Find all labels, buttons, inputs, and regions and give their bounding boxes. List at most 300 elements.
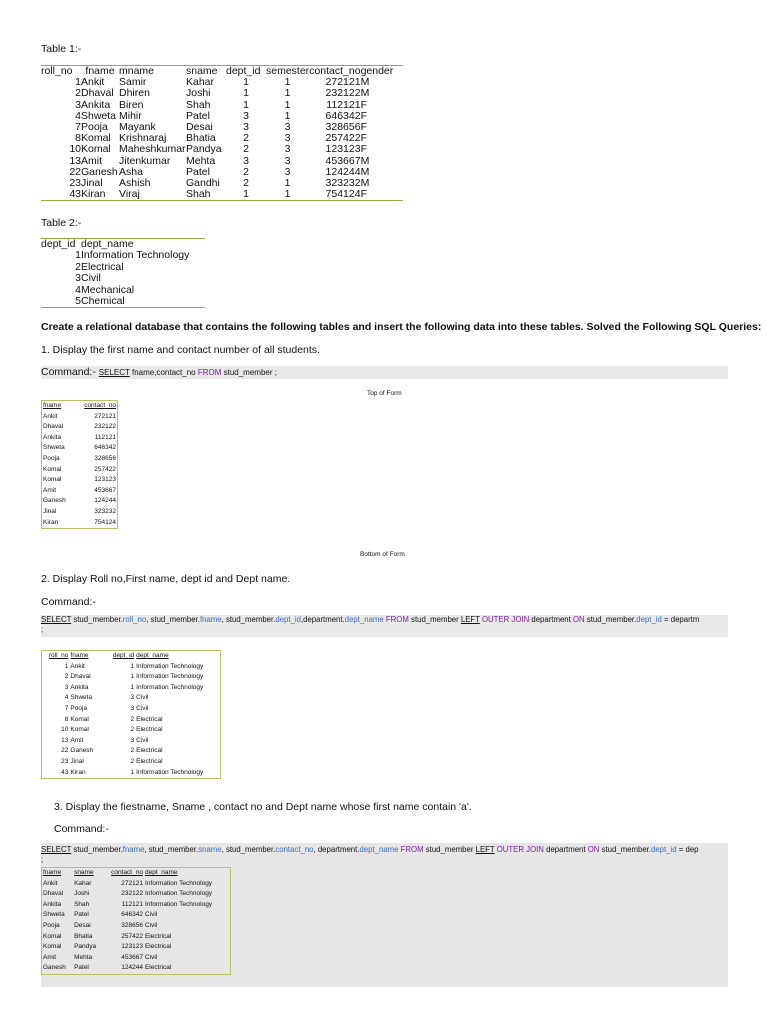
table-cell: Patel [74, 911, 89, 919]
table-row [42, 496, 118, 507]
table-cell: 2 [64, 673, 69, 681]
table-row [42, 768, 221, 779]
table-cell: 22 [69, 165, 81, 178]
header-row [42, 651, 221, 662]
table-cell: Shweta [43, 911, 65, 919]
table-cell: 453667 [121, 953, 143, 961]
q2-sql-bar [41, 615, 728, 637]
table-cell: 8 [64, 715, 69, 723]
table-cell: 1 [64, 662, 69, 670]
table-cell: 112121 [326, 98, 361, 111]
q1-result-table [41, 400, 118, 529]
table-cell: 232122 [325, 87, 361, 100]
table-cell: Electrical [144, 943, 172, 951]
table-cell: 2 [243, 132, 249, 145]
table-cell: Information Technology [144, 900, 213, 908]
table-cell: 124244 [94, 497, 116, 505]
table-cell: 328656 [325, 121, 361, 134]
table-cell: 3 [243, 121, 249, 134]
table-cell: 23 [69, 177, 81, 190]
sql-text: department [529, 615, 573, 624]
table-cell: 323232 [325, 177, 361, 190]
table-cell: 1 [75, 249, 81, 262]
table-cell: Information Technology [136, 673, 204, 681]
table-cell: Electrical [144, 964, 172, 972]
table-cell: Komal [43, 476, 62, 484]
table-cell: Information Technology [136, 683, 204, 691]
table-cell: 1 [243, 76, 249, 89]
table-cell: 257422 [121, 932, 143, 940]
q1-command-label: Command:- [41, 366, 96, 378]
table-row [42, 889, 231, 900]
table-row [41, 262, 205, 273]
sql-field: contact_no [275, 845, 314, 854]
table-cell: Patel [186, 165, 210, 178]
table-cell: 4 [64, 694, 69, 702]
table-cell: M [360, 76, 370, 89]
table-cell: Ankita [43, 900, 62, 908]
table-cell: F [360, 98, 367, 111]
table-cell: 257422 [325, 132, 361, 145]
table-row [41, 296, 205, 308]
table-cell: Mihir [119, 109, 142, 122]
instruction-text: Create a relational database that contains the following tables and insert the following data into these tables. Solved the Following SQL Queries: [41, 321, 762, 333]
table-cell: 272121 [94, 412, 116, 420]
column-header: fname [43, 402, 62, 409]
table-cell: Pandya [74, 943, 97, 951]
column-header: roll_no [48, 652, 69, 659]
sql-field: dept_id [636, 615, 662, 624]
table-row [42, 475, 118, 486]
table-cell: Kiran [70, 768, 86, 776]
column-header: gender [360, 65, 394, 77]
table-cell: Desai [74, 921, 91, 929]
sql-text: stud_member. [71, 845, 123, 854]
table-row [42, 746, 221, 757]
table-cell: 4 [75, 109, 81, 122]
table-cell: Kahar [74, 879, 92, 887]
table-cell: F [360, 109, 367, 122]
table-cell: 272121 [121, 879, 143, 887]
table-row [42, 433, 118, 444]
table-cell: F [360, 143, 367, 156]
table-cell: 3 [284, 165, 291, 178]
column-header: dept_name [81, 238, 134, 250]
table-cell: 328656 [94, 454, 116, 462]
table-cell: Jinal [81, 177, 103, 190]
table-cell: Ganesh [81, 165, 118, 178]
table-cell: Kiran [81, 188, 106, 201]
column-header: contact_no [111, 869, 143, 876]
table-cell: 257422 [94, 465, 116, 473]
table-cell: 10 [69, 143, 81, 156]
table-cell: Pooja [70, 704, 88, 712]
table1-caption: Table 1:- [41, 43, 82, 55]
table-cell: 1 [130, 662, 135, 670]
q1-command-bar [41, 366, 728, 379]
sql-text: stud_member ; [221, 368, 277, 377]
sql-select: SELECT [98, 368, 130, 377]
table-row [42, 921, 231, 932]
table-cell: 323232 [94, 507, 116, 515]
column-header: sname [74, 869, 94, 876]
header-row [42, 868, 231, 879]
table-cell: Pooja [81, 121, 108, 134]
table-row [42, 879, 231, 890]
table-cell: Amit [43, 486, 56, 494]
sql-text: , stud_member. [221, 615, 276, 624]
table-cell: 124244 [121, 964, 143, 972]
table-cell: 3 [243, 154, 249, 167]
sql-select: SELECT [41, 615, 72, 624]
table-cell: Biren [119, 98, 144, 111]
table-cell: Samir [119, 76, 147, 89]
table-cell: Shah [74, 900, 90, 908]
bottom-of-form: Bottom of Form [360, 551, 405, 558]
sql-on: ON [572, 615, 585, 624]
table-cell: 112121 [94, 433, 116, 441]
sql-on: ON [587, 845, 600, 854]
column-header: contact_no [309, 65, 361, 77]
table-cell: 13 [61, 736, 69, 744]
top-of-form: Top of Form [367, 390, 402, 397]
q3-command-label: Command:- [54, 823, 109, 835]
sql-text: ,department. [300, 615, 345, 624]
sql-text: stud_member. [584, 615, 637, 624]
table-cell: 3 [243, 109, 249, 122]
table-cell: Pooja [43, 454, 60, 462]
table-cell: 2 [243, 165, 249, 178]
sql-field: dept_id [275, 615, 301, 624]
table-cell: Jinal [70, 757, 84, 765]
table-cell: 1 [243, 87, 249, 100]
sql-outer-join: OUTER JOIN [494, 845, 544, 854]
table-cell: Mechanical [81, 283, 135, 296]
table-cell: Information Technology [144, 879, 213, 887]
table-cell: Civil [136, 736, 149, 744]
table-cell: 2 [243, 143, 249, 156]
table-row [42, 507, 118, 518]
q2-question: 2. Display Roll no,First name, dept id and Dept name. [41, 573, 291, 585]
sql-text: department [543, 845, 588, 854]
table-cell: Gandhi [186, 177, 220, 190]
table-cell: 1 [75, 76, 81, 89]
sql-text: , stud_member. [144, 845, 199, 854]
table-cell: Joshi [186, 87, 211, 100]
table-cell: Kahar [186, 76, 215, 89]
table-cell: 1 [130, 673, 135, 681]
table-cell: 272121 [325, 76, 361, 89]
sql-select: SELECT [41, 845, 72, 854]
table-cell: Pandya [186, 143, 222, 156]
table-cell: 2 [75, 87, 81, 100]
column-header: dept_id [41, 238, 76, 250]
table-cell: 3 [64, 683, 69, 691]
table-row [42, 518, 118, 529]
sql-field: sname [198, 845, 222, 854]
table-cell: 1 [130, 683, 135, 691]
table-cell: 2 [130, 747, 135, 755]
table-row [42, 465, 118, 476]
table-cell: Ganesh [43, 964, 66, 972]
table-cell: Ankita [70, 683, 89, 691]
table-cell: Shweta [70, 694, 93, 702]
table-cell: Electrical [136, 757, 163, 765]
column-header: roll_no [41, 65, 73, 77]
table-row [42, 910, 231, 921]
table-cell: 1 [243, 188, 249, 201]
table-cell: 1 [284, 188, 291, 201]
table-cell: 2 [130, 757, 135, 765]
sql-text: , stud_member. [221, 845, 276, 854]
sql-field: dept_name [359, 845, 399, 854]
table-cell: 13 [69, 154, 81, 167]
table-row [42, 672, 221, 683]
table-cell: Civil [136, 694, 149, 702]
table1 [41, 65, 403, 201]
column-header: fname [70, 652, 89, 659]
table-cell: 3 [130, 736, 135, 744]
column-header: fname [43, 869, 62, 876]
table-cell: Maheshkumar [119, 143, 186, 156]
table-cell: F [360, 132, 367, 145]
table-cell: Information Technology [144, 890, 213, 898]
table-cell: 3 [284, 143, 291, 156]
table-cell: Komal [43, 932, 62, 940]
table-cell: Mehta [74, 953, 93, 961]
table-cell: 1 [284, 76, 291, 89]
table-cell: 453667 [325, 154, 361, 167]
table-cell: Shah [186, 188, 211, 201]
table-cell: Ganesh [70, 747, 94, 755]
column-header: dept_name [136, 652, 169, 659]
table-cell: 328656 [121, 921, 143, 929]
sql-text: stud_member. [599, 845, 651, 854]
table-cell: Ganesh [43, 497, 66, 505]
table-cell: Ankit [43, 879, 58, 887]
table-cell: 1 [243, 98, 249, 111]
table-cell: 232122 [94, 423, 116, 431]
table-cell: 1 [284, 87, 291, 100]
table-cell: Mehta [186, 154, 216, 167]
table-cell: 43 [61, 768, 69, 776]
sql-field: roll_no [122, 615, 147, 624]
table-row [41, 144, 403, 155]
table-cell: 1 [130, 768, 135, 776]
table-cell: 112121 [121, 900, 143, 908]
sql-text: , stud_member. [146, 615, 200, 624]
q2-result-table [41, 650, 221, 779]
table-cell: Civil [81, 272, 101, 285]
table-cell: 754124 [94, 518, 116, 526]
table-cell: Komal [81, 143, 111, 156]
table-cell: 10 [61, 726, 69, 734]
table-cell: Dhiren [119, 87, 150, 100]
table-cell: 754124 [325, 188, 361, 201]
table-row [42, 412, 118, 423]
table-cell: Ankita [43, 433, 62, 441]
header-row [42, 401, 118, 412]
table-cell: Electrical [81, 260, 124, 273]
table-cell: Jitenkumar [119, 154, 171, 167]
table-row [42, 704, 221, 715]
table-row [42, 725, 221, 736]
table-row [42, 486, 118, 497]
table-cell: Electrical [144, 932, 172, 940]
table-cell: Krishnaraj [119, 132, 167, 145]
sql-semicolon: ; [41, 625, 44, 634]
table-cell: 123123 [325, 143, 361, 156]
table-cell: 646342 [94, 444, 116, 452]
table-row [41, 189, 403, 201]
table-cell: Civil [136, 704, 149, 712]
table-cell: Komal [70, 726, 89, 734]
table-row [42, 963, 231, 974]
table-cell: Desai [186, 121, 213, 134]
sql-field: fname [199, 615, 222, 624]
table-cell: Information Technology [136, 662, 204, 670]
q2-command-label: Command:- [41, 596, 96, 608]
table-cell: Mayank [119, 121, 156, 134]
table-cell: M [360, 154, 370, 167]
table-cell: 2 [130, 726, 135, 734]
table2 [41, 238, 205, 308]
table-cell: Ankit [81, 76, 105, 89]
table-cell: Civil [144, 911, 158, 919]
table-row [42, 422, 118, 433]
sql-text: = departm [661, 615, 700, 624]
table-cell: 3 [75, 272, 81, 285]
table-cell: Pooja [43, 921, 60, 929]
table-cell: Amit [70, 736, 84, 744]
table-cell: Patel [186, 109, 210, 122]
table-cell: 1 [284, 109, 291, 122]
table-cell: Komal [70, 715, 89, 723]
table-cell: Electrical [136, 747, 163, 755]
table-row [41, 273, 205, 284]
table-cell: Information Technology [136, 768, 204, 776]
column-header: dept_id [226, 65, 261, 77]
column-header: mname [119, 65, 155, 77]
table-cell: M [360, 177, 370, 190]
table-row [42, 900, 231, 911]
table-cell: Ankit [43, 412, 58, 420]
table-row [41, 88, 403, 99]
sql-from: FROM [383, 615, 409, 624]
table-cell: 23 [61, 757, 69, 765]
column-header: semester [266, 65, 310, 77]
sql-outer-join: OUTER JOIN [479, 615, 530, 624]
table-cell: 232122 [121, 890, 143, 898]
table-cell: Electrical [136, 726, 163, 734]
table-cell: Shweta [81, 109, 117, 122]
sql-text: fname,contact_no [129, 368, 198, 377]
table-cell: 2 [243, 177, 249, 190]
table-cell: 2 [75, 260, 81, 273]
sql-text: , department. [313, 845, 360, 854]
table-cell: Chemical [81, 295, 125, 308]
table-cell: Dhaval [43, 423, 64, 431]
column-header: sname [186, 65, 218, 77]
table-cell: 7 [64, 704, 69, 712]
table-cell: 3 [284, 121, 291, 134]
table-row [42, 443, 118, 454]
table-cell: Asha [119, 165, 143, 178]
table-cell: 3 [284, 154, 291, 167]
sql-text: stud_member [423, 845, 476, 854]
table-cell: Civil [144, 953, 158, 961]
table-cell: Patel [74, 964, 89, 972]
table-cell: 43 [69, 188, 81, 201]
table-cell: F [360, 121, 367, 134]
table-cell: Information Technology [81, 249, 190, 262]
table-cell: 646342 [325, 109, 361, 122]
column-header: dept_id [112, 652, 135, 659]
table-row [42, 757, 221, 768]
table-cell: Komal [43, 465, 62, 473]
table-row [42, 715, 221, 726]
table-cell: M [360, 87, 370, 100]
table-cell: Viraj [119, 188, 140, 201]
table-row [42, 683, 221, 694]
table-row [42, 953, 231, 964]
sql-field: dept_id [651, 845, 677, 854]
table-cell: Ankit [70, 662, 85, 670]
table-row [42, 932, 231, 943]
table-cell: Komal [43, 943, 62, 951]
table-cell: 3 [284, 132, 291, 145]
table-cell: F [360, 188, 367, 201]
table-cell: 3 [75, 98, 81, 111]
table-cell: 3 [130, 704, 135, 712]
table-cell: 123123 [94, 476, 116, 484]
table-cell: Dhaval [81, 87, 114, 100]
table2-caption: Table 2:- [41, 217, 82, 229]
sql-from: FROM [197, 368, 222, 377]
table-cell: Komal [81, 132, 111, 145]
sql-text: stud_member [408, 615, 461, 624]
sql-from: FROM [398, 845, 424, 854]
q3-sql-bar [41, 845, 728, 865]
table-cell: Jinal [43, 507, 57, 515]
table-cell: Bhatia [74, 932, 93, 940]
table-cell: 124244 [325, 165, 361, 178]
q3-question: 3. Display the fiestname, Sname , contact no and Dept name whose first name contain 'a'. [54, 801, 472, 813]
table-cell: M [360, 165, 370, 178]
table-cell: 123123 [121, 943, 143, 951]
table-row [42, 736, 221, 747]
sql-left: LEFT [475, 845, 495, 854]
table-row [42, 662, 221, 673]
sql-field: dept_name [344, 615, 384, 624]
table-cell: 3 [130, 694, 135, 702]
table-cell: 8 [75, 132, 81, 145]
q1-question: 1. Display the first name and contact number of all students. [41, 344, 320, 356]
table-row [42, 454, 118, 465]
table-cell: Ashish [119, 177, 151, 190]
sql-left: LEFT [460, 615, 480, 624]
table-cell: Bhatia [186, 132, 216, 145]
table-cell: 1 [284, 98, 291, 111]
q3-result-table [41, 867, 231, 975]
table-cell: Kiran [43, 518, 59, 526]
table-row [42, 693, 221, 704]
table-cell: 22 [61, 747, 69, 755]
table-cell: Civil [144, 921, 158, 929]
table-cell: Ankita [81, 98, 111, 111]
table-cell: Dhaval [43, 890, 64, 898]
sql-text: stud_member. [71, 615, 123, 624]
